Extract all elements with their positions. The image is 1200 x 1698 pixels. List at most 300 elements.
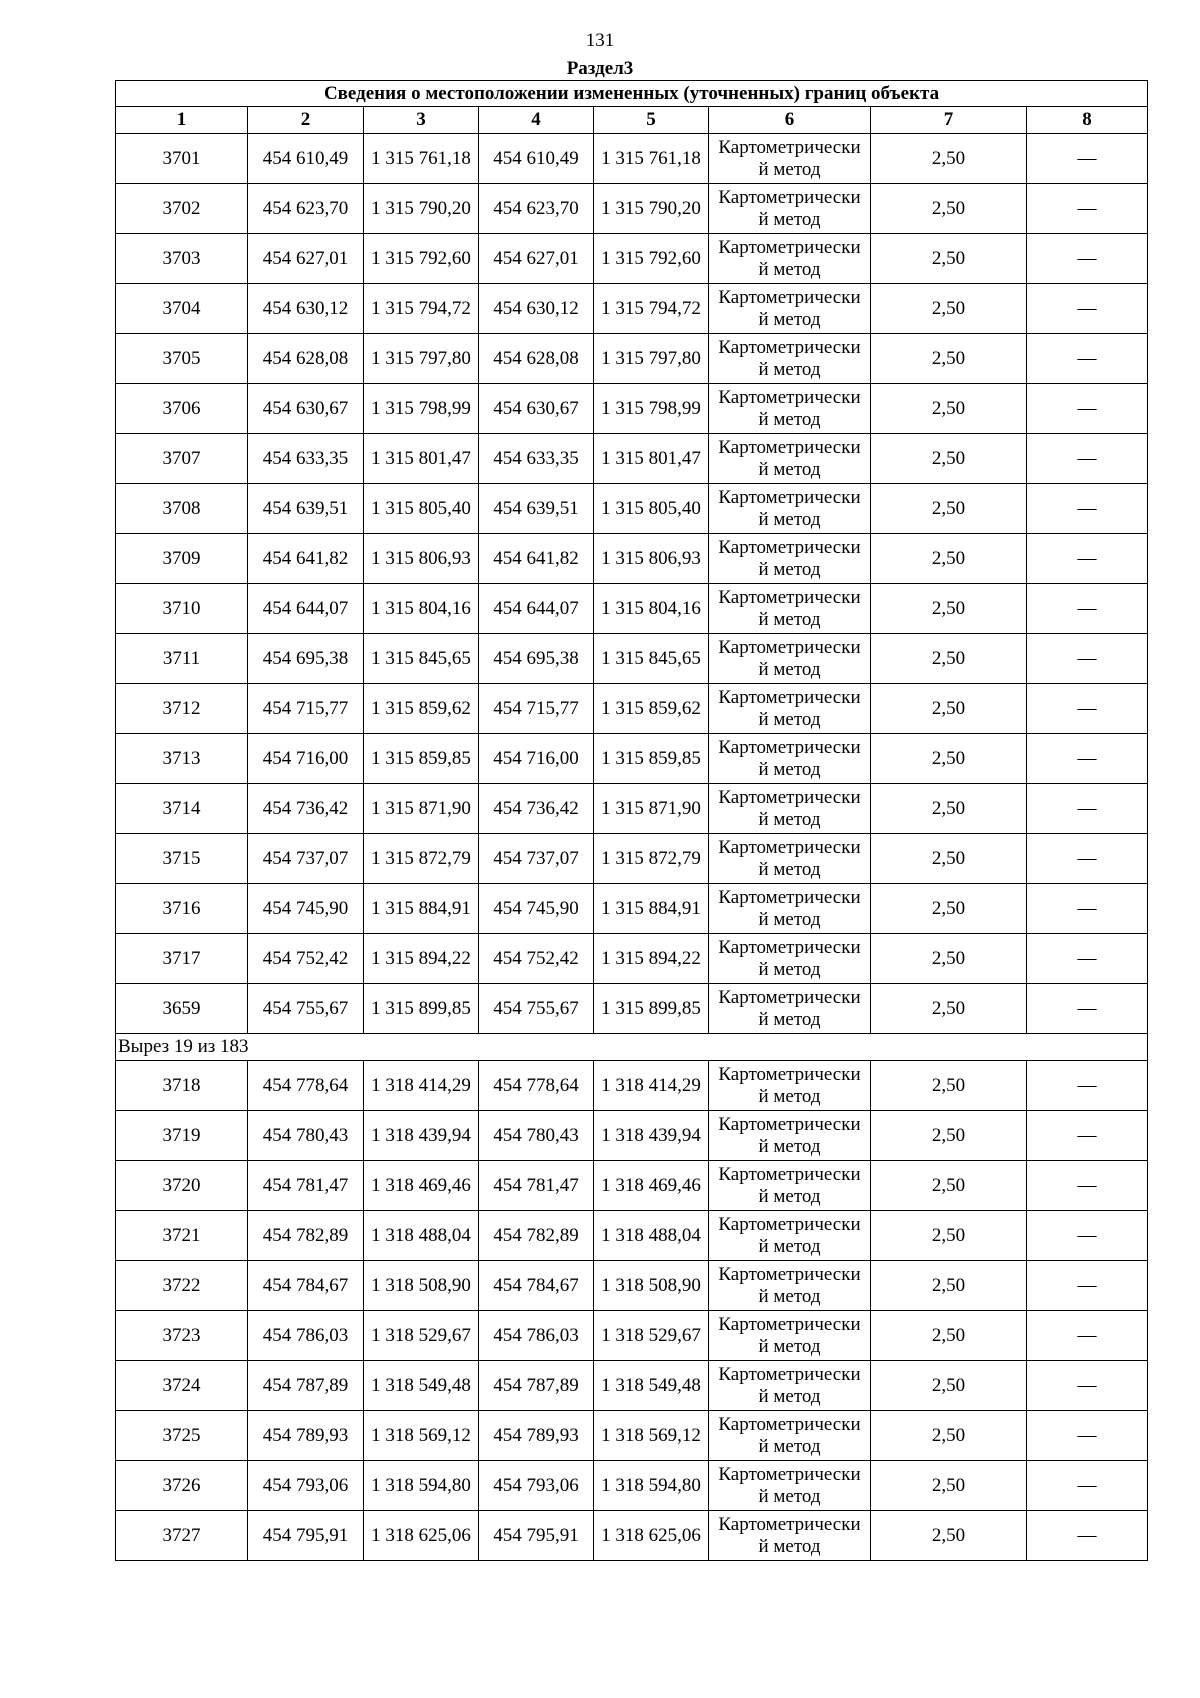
table-row (116, 1161, 1148, 1211)
y-new-cell: 1 315 801,47 (594, 434, 709, 484)
point-number-cell: 3721 (116, 1211, 248, 1261)
y-new-cell: 1 315 871,90 (594, 784, 709, 834)
method-cell (709, 1411, 871, 1461)
point-number-cell: 3710 (116, 584, 248, 634)
method-line-1: Картометрически (718, 836, 861, 858)
y-new-cell: 1 318 414,29 (594, 1061, 709, 1111)
x-new-cell: 454 780,43 (479, 1111, 594, 1161)
y-new-cell: 1 315 894,22 (594, 934, 709, 984)
method-cell (709, 1061, 871, 1111)
method-cell (709, 584, 871, 634)
y-existing-cell: 1 315 871,90 (364, 784, 479, 834)
method-line-2: й метод (758, 1235, 821, 1257)
method-line-1: Картометрически (718, 786, 861, 808)
method-line-2: й метод (758, 1485, 821, 1507)
method-line-2: й метод (758, 858, 821, 880)
method-line-1: Картометрически (718, 736, 861, 758)
column-header: 2 (248, 107, 364, 134)
method-line-2: й метод (758, 1285, 821, 1307)
method-line-1: Картометрически (718, 186, 861, 208)
y-existing-cell: 1 318 569,12 (364, 1411, 479, 1461)
y-existing-cell: 1 318 488,04 (364, 1211, 479, 1261)
y-new-cell: 1 318 594,80 (594, 1461, 709, 1511)
method-line-2: й метод (758, 708, 821, 730)
description-cell: — (1027, 1311, 1148, 1361)
accuracy-cell: 2,50 (871, 234, 1027, 284)
y-new-cell: 1 315 794,72 (594, 284, 709, 334)
y-existing-cell: 1 315 884,91 (364, 884, 479, 934)
description-cell: — (1027, 234, 1148, 284)
description-cell: — (1027, 184, 1148, 234)
x-new-cell: 454 789,93 (479, 1411, 594, 1461)
x-existing-cell: 454 695,38 (248, 634, 364, 684)
table-row (116, 384, 1148, 434)
table-row (116, 684, 1148, 734)
description-cell: — (1027, 1061, 1148, 1111)
method-cell (709, 484, 871, 534)
description-cell: — (1027, 1461, 1148, 1511)
x-new-cell: 454 736,42 (479, 784, 594, 834)
y-new-cell: 1 318 529,67 (594, 1311, 709, 1361)
y-existing-cell: 1 315 845,65 (364, 634, 479, 684)
x-new-cell: 454 787,89 (479, 1361, 594, 1411)
x-new-cell: 454 641,82 (479, 534, 594, 584)
point-number-cell: 3722 (116, 1261, 248, 1311)
y-existing-cell: 1 318 529,67 (364, 1311, 479, 1361)
x-existing-cell: 454 630,67 (248, 384, 364, 434)
method-line-1: Картометрически (718, 1063, 861, 1085)
accuracy-cell: 2,50 (871, 784, 1027, 834)
description-cell: — (1027, 734, 1148, 784)
table-row (116, 1311, 1148, 1361)
description-cell: — (1027, 834, 1148, 884)
method-cell (709, 1211, 871, 1261)
point-number-cell: 3718 (116, 1061, 248, 1111)
accuracy-cell: 2,50 (871, 1361, 1027, 1411)
point-number-cell: 3720 (116, 1161, 248, 1211)
method-line-1: Картометрически (718, 386, 861, 408)
y-existing-cell: 1 315 792,60 (364, 234, 479, 284)
accuracy-cell: 2,50 (871, 134, 1027, 184)
method-cell (709, 1261, 871, 1311)
method-line-1: Картометрически (718, 686, 861, 708)
method-line-1: Картометрически (718, 1413, 861, 1435)
point-number-cell: 3708 (116, 484, 248, 534)
accuracy-cell: 2,50 (871, 1161, 1027, 1211)
description-cell: — (1027, 584, 1148, 634)
description-cell: — (1027, 1511, 1148, 1561)
method-line-2: й метод (758, 758, 821, 780)
point-number-cell: 3706 (116, 384, 248, 434)
table-caption: Сведения о местоположении измененных (уточненных) границ объекта (116, 81, 1148, 107)
x-existing-cell: 454 795,91 (248, 1511, 364, 1561)
y-new-cell: 1 318 439,94 (594, 1111, 709, 1161)
x-existing-cell: 454 639,51 (248, 484, 364, 534)
point-number-cell: 3705 (116, 334, 248, 384)
x-new-cell: 454 715,77 (479, 684, 594, 734)
y-existing-cell: 1 315 790,20 (364, 184, 479, 234)
point-number-cell: 3714 (116, 784, 248, 834)
accuracy-cell: 2,50 (871, 434, 1027, 484)
x-new-cell: 454 745,90 (479, 884, 594, 934)
method-line-2: й метод (758, 908, 821, 930)
method-line-1: Картометрически (718, 236, 861, 258)
accuracy-cell: 2,50 (871, 334, 1027, 384)
x-new-cell: 454 786,03 (479, 1311, 594, 1361)
method-cell (709, 134, 871, 184)
accuracy-cell: 2,50 (871, 584, 1027, 634)
table-row (116, 884, 1148, 934)
x-new-cell: 454 752,42 (479, 934, 594, 984)
y-new-cell: 1 315 899,85 (594, 984, 709, 1034)
x-existing-cell: 454 752,42 (248, 934, 364, 984)
x-new-cell: 454 793,06 (479, 1461, 594, 1511)
y-new-cell: 1 315 792,60 (594, 234, 709, 284)
y-existing-cell: 1 318 625,06 (364, 1511, 479, 1561)
table-row (116, 584, 1148, 634)
x-existing-cell: 454 787,89 (248, 1361, 364, 1411)
method-line-1: Картометрически (718, 986, 861, 1008)
method-line-2: й метод (758, 1135, 821, 1157)
y-new-cell: 1 315 790,20 (594, 184, 709, 234)
table-row (116, 1061, 1148, 1111)
point-number-cell: 3719 (116, 1111, 248, 1161)
method-line-2: й метод (758, 1008, 821, 1030)
point-number-cell: 3725 (116, 1411, 248, 1461)
x-new-cell: 454 755,67 (479, 984, 594, 1034)
method-cell (709, 1111, 871, 1161)
column-header: 3 (364, 107, 479, 134)
method-line-1: Картометрически (718, 536, 861, 558)
table-row (116, 284, 1148, 334)
point-number-cell: 3712 (116, 684, 248, 734)
method-cell (709, 534, 871, 584)
method-cell (709, 434, 871, 484)
accuracy-cell: 2,50 (871, 534, 1027, 584)
x-new-cell: 454 639,51 (479, 484, 594, 534)
y-existing-cell: 1 315 859,85 (364, 734, 479, 784)
column-header: 4 (479, 107, 594, 134)
method-line-1: Картометрически (718, 436, 861, 458)
x-new-cell: 454 784,67 (479, 1261, 594, 1311)
description-cell: — (1027, 984, 1148, 1034)
description-cell: — (1027, 784, 1148, 834)
accuracy-cell: 2,50 (871, 634, 1027, 684)
description-cell: — (1027, 1261, 1148, 1311)
method-line-2: й метод (758, 1535, 821, 1557)
point-number-cell: 3727 (116, 1511, 248, 1561)
point-number-cell: 3701 (116, 134, 248, 184)
method-line-1: Картометрически (718, 486, 861, 508)
table-row (116, 984, 1148, 1034)
method-line-2: й метод (758, 808, 821, 830)
table-row (116, 1361, 1148, 1411)
description-cell: — (1027, 334, 1148, 384)
y-new-cell: 1 318 469,46 (594, 1161, 709, 1211)
table-row (116, 934, 1148, 984)
column-header: 1 (116, 107, 248, 134)
section-title: Раздел3 (566, 58, 634, 79)
method-line-1: Картометрически (718, 1263, 861, 1285)
y-existing-cell: 1 318 414,29 (364, 1061, 479, 1111)
accuracy-cell: 2,50 (871, 1411, 1027, 1461)
point-number-cell: 3713 (116, 734, 248, 784)
y-existing-cell: 1 315 804,16 (364, 584, 479, 634)
y-new-cell: 1 318 549,48 (594, 1361, 709, 1411)
x-existing-cell: 454 786,03 (248, 1311, 364, 1361)
table-row (116, 434, 1148, 484)
x-new-cell: 454 781,47 (479, 1161, 594, 1211)
x-existing-cell: 454 641,82 (248, 534, 364, 584)
method-line-1: Картометрически (718, 1113, 861, 1135)
table-row (116, 1211, 1148, 1261)
section-separator-row (116, 1034, 1148, 1061)
point-number-cell: 3716 (116, 884, 248, 934)
y-existing-cell: 1 315 805,40 (364, 484, 479, 534)
x-existing-cell: 454 780,43 (248, 1111, 364, 1161)
table-row (116, 1461, 1148, 1511)
y-new-cell: 1 315 884,91 (594, 884, 709, 934)
method-line-1: Картометрически (718, 1363, 861, 1385)
y-new-cell: 1 318 625,06 (594, 1511, 709, 1561)
y-existing-cell: 1 315 859,62 (364, 684, 479, 734)
column-header: 5 (594, 107, 709, 134)
method-cell (709, 634, 871, 684)
y-new-cell: 1 315 798,99 (594, 384, 709, 434)
method-cell (709, 184, 871, 234)
method-cell (709, 984, 871, 1034)
x-existing-cell: 454 778,64 (248, 1061, 364, 1111)
table-row (116, 784, 1148, 834)
y-existing-cell: 1 318 594,80 (364, 1461, 479, 1511)
y-existing-cell: 1 318 549,48 (364, 1361, 479, 1411)
x-existing-cell: 454 782,89 (248, 1211, 364, 1261)
column-header: 6 (709, 107, 871, 134)
method-cell (709, 834, 871, 884)
point-number-cell: 3659 (116, 984, 248, 1034)
method-line-2: й метод (758, 458, 821, 480)
x-new-cell: 454 795,91 (479, 1511, 594, 1561)
x-existing-cell: 454 736,42 (248, 784, 364, 834)
method-line-2: й метод (758, 1435, 821, 1457)
y-existing-cell: 1 315 872,79 (364, 834, 479, 884)
accuracy-cell: 2,50 (871, 1111, 1027, 1161)
y-existing-cell: 1 318 439,94 (364, 1111, 479, 1161)
table-row (116, 1411, 1148, 1461)
method-cell (709, 934, 871, 984)
y-new-cell: 1 318 508,90 (594, 1261, 709, 1311)
method-line-1: Картометрически (718, 1463, 861, 1485)
method-line-1: Картометрически (718, 1163, 861, 1185)
method-line-1: Картометрически (718, 636, 861, 658)
method-line-2: й метод (758, 208, 821, 230)
y-new-cell: 1 315 845,65 (594, 634, 709, 684)
accuracy-cell: 2,50 (871, 484, 1027, 534)
table-row (116, 334, 1148, 384)
y-new-cell: 1 315 872,79 (594, 834, 709, 884)
x-new-cell: 454 782,89 (479, 1211, 594, 1261)
x-existing-cell: 454 715,77 (248, 684, 364, 734)
table-row (116, 1261, 1148, 1311)
boundary-coordinates-table (115, 80, 1148, 1561)
method-line-2: й метод (758, 408, 821, 430)
description-cell: — (1027, 1211, 1148, 1261)
y-new-cell: 1 315 859,62 (594, 684, 709, 734)
x-existing-cell: 454 745,90 (248, 884, 364, 934)
x-new-cell: 454 737,07 (479, 834, 594, 884)
y-new-cell: 1 318 569,12 (594, 1411, 709, 1461)
x-existing-cell: 454 793,06 (248, 1461, 364, 1511)
description-cell: — (1027, 1411, 1148, 1461)
x-new-cell: 454 695,38 (479, 634, 594, 684)
description-cell: — (1027, 884, 1148, 934)
accuracy-cell: 2,50 (871, 284, 1027, 334)
x-new-cell: 454 628,08 (479, 334, 594, 384)
separator-label: Вырез 19 из 183 (116, 1034, 1148, 1061)
description-cell: — (1027, 134, 1148, 184)
header-row (116, 107, 1148, 134)
method-cell (709, 734, 871, 784)
accuracy-cell: 2,50 (871, 934, 1027, 984)
method-line-1: Картометрически (718, 1213, 861, 1235)
table-row (116, 734, 1148, 784)
x-existing-cell: 454 737,07 (248, 834, 364, 884)
method-cell (709, 784, 871, 834)
x-existing-cell: 454 610,49 (248, 134, 364, 184)
y-existing-cell: 1 315 761,18 (364, 134, 479, 184)
method-line-1: Картометрически (718, 936, 861, 958)
x-new-cell: 454 623,70 (479, 184, 594, 234)
method-cell (709, 1311, 871, 1361)
description-cell: — (1027, 484, 1148, 534)
method-line-1: Картометрически (718, 136, 861, 158)
point-number-cell: 3724 (116, 1361, 248, 1411)
accuracy-cell: 2,50 (871, 1211, 1027, 1261)
table-row (116, 234, 1148, 284)
x-new-cell: 454 633,35 (479, 434, 594, 484)
y-existing-cell: 1 315 806,93 (364, 534, 479, 584)
description-cell: — (1027, 1111, 1148, 1161)
method-line-2: й метод (758, 1335, 821, 1357)
x-existing-cell: 454 630,12 (248, 284, 364, 334)
table-row (116, 634, 1148, 684)
y-existing-cell: 1 318 508,90 (364, 1261, 479, 1311)
accuracy-cell: 2,50 (871, 1311, 1027, 1361)
method-cell (709, 1511, 871, 1561)
method-cell (709, 1461, 871, 1511)
y-new-cell: 1 315 859,85 (594, 734, 709, 784)
description-cell: — (1027, 634, 1148, 684)
y-new-cell: 1 315 761,18 (594, 134, 709, 184)
y-existing-cell: 1 315 801,47 (364, 434, 479, 484)
table-row (116, 484, 1148, 534)
y-new-cell: 1 315 806,93 (594, 534, 709, 584)
x-new-cell: 454 610,49 (479, 134, 594, 184)
accuracy-cell: 2,50 (871, 184, 1027, 234)
method-line-2: й метод (758, 658, 821, 680)
method-line-1: Картометрически (718, 1313, 861, 1335)
column-header: 7 (871, 107, 1027, 134)
method-line-2: й метод (758, 1085, 821, 1107)
x-existing-cell: 454 784,67 (248, 1261, 364, 1311)
description-cell: — (1027, 1361, 1148, 1411)
point-number-cell: 3717 (116, 934, 248, 984)
method-cell (709, 234, 871, 284)
description-cell: — (1027, 384, 1148, 434)
method-line-2: й метод (758, 508, 821, 530)
point-number-cell: 3709 (116, 534, 248, 584)
y-existing-cell: 1 315 794,72 (364, 284, 479, 334)
x-existing-cell: 454 789,93 (248, 1411, 364, 1461)
table-row (116, 134, 1148, 184)
accuracy-cell: 2,50 (871, 384, 1027, 434)
accuracy-cell: 2,50 (871, 1261, 1027, 1311)
accuracy-cell: 2,50 (871, 1461, 1027, 1511)
x-existing-cell: 454 627,01 (248, 234, 364, 284)
x-existing-cell: 454 633,35 (248, 434, 364, 484)
description-cell: — (1027, 684, 1148, 734)
table-row (116, 534, 1148, 584)
x-new-cell: 454 627,01 (479, 234, 594, 284)
description-cell: — (1027, 284, 1148, 334)
table-row (116, 1511, 1148, 1561)
point-number-cell: 3723 (116, 1311, 248, 1361)
method-line-2: й метод (758, 1385, 821, 1407)
method-line-2: й метод (758, 608, 821, 630)
x-new-cell: 454 630,67 (479, 384, 594, 434)
point-number-cell: 3702 (116, 184, 248, 234)
y-existing-cell: 1 315 798,99 (364, 384, 479, 434)
x-new-cell: 454 716,00 (479, 734, 594, 784)
accuracy-cell: 2,50 (871, 734, 1027, 784)
column-header: 8 (1027, 107, 1148, 134)
method-line-1: Картометрически (718, 286, 861, 308)
method-line-1: Картометрически (718, 586, 861, 608)
method-line-1: Картометрически (718, 336, 861, 358)
y-existing-cell: 1 315 797,80 (364, 334, 479, 384)
y-existing-cell: 1 315 894,22 (364, 934, 479, 984)
accuracy-cell: 2,50 (871, 1511, 1027, 1561)
accuracy-cell: 2,50 (871, 984, 1027, 1034)
y-existing-cell: 1 318 469,46 (364, 1161, 479, 1211)
method-line-1: Картометрически (718, 1513, 861, 1535)
y-new-cell: 1 315 805,40 (594, 484, 709, 534)
method-cell (709, 684, 871, 734)
y-existing-cell: 1 315 899,85 (364, 984, 479, 1034)
method-cell (709, 884, 871, 934)
method-cell (709, 284, 871, 334)
accuracy-cell: 2,50 (871, 1061, 1027, 1111)
x-existing-cell: 454 755,67 (248, 984, 364, 1034)
x-existing-cell: 454 644,07 (248, 584, 364, 634)
x-existing-cell: 454 781,47 (248, 1161, 364, 1211)
table-row (116, 1111, 1148, 1161)
x-new-cell: 454 778,64 (479, 1061, 594, 1111)
method-line-2: й метод (758, 558, 821, 580)
method-line-2: й метод (758, 358, 821, 380)
method-line-2: й метод (758, 958, 821, 980)
point-number-cell: 3704 (116, 284, 248, 334)
description-cell: — (1027, 934, 1148, 984)
method-line-1: Картометрически (718, 886, 861, 908)
accuracy-cell: 2,50 (871, 684, 1027, 734)
table-row (116, 184, 1148, 234)
y-new-cell: 1 315 797,80 (594, 334, 709, 384)
method-line-2: й метод (758, 158, 821, 180)
y-new-cell: 1 315 804,16 (594, 584, 709, 634)
x-new-cell: 454 644,07 (479, 584, 594, 634)
table-row (116, 834, 1148, 884)
